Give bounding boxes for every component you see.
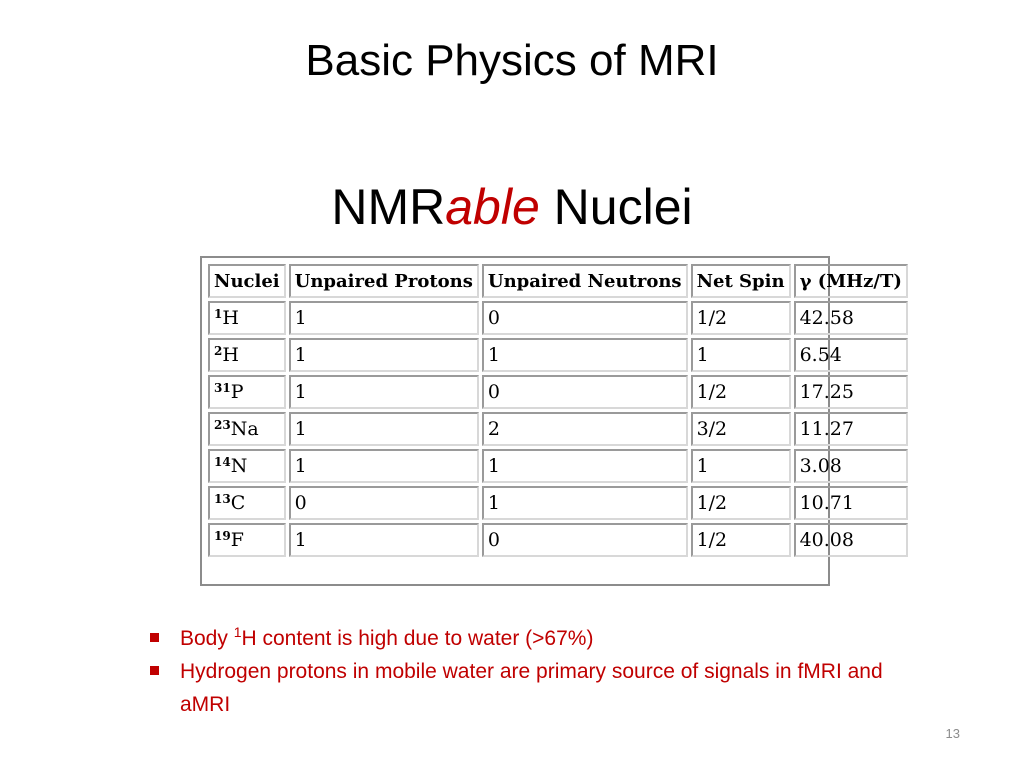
nuclide-mass-number: 1 <box>214 307 223 321</box>
cell-nuclide <box>208 486 286 520</box>
table-row <box>208 338 908 372</box>
cell-unpaired-neutrons: 1 <box>482 449 688 483</box>
slide-title: Basic Physics of MRI <box>305 36 719 85</box>
bullet-text-continued: H content is high due to water (>67%) <box>241 627 594 650</box>
cell-net-spin: 1 <box>691 449 791 483</box>
nuclide-symbol: C <box>230 492 246 514</box>
nuclei-table-frame <box>200 256 902 586</box>
subtitle-emphasis: able <box>445 179 540 235</box>
header-unpaired-neutrons: Unpaired Neutrons <box>482 264 688 298</box>
table-body <box>208 301 908 557</box>
cell-unpaired-protons: 1 <box>289 301 479 335</box>
nuclide-symbol: F <box>230 529 244 551</box>
cell-gamma: 17.25 <box>794 375 908 409</box>
slide-subtitle <box>0 178 1024 236</box>
cell-net-spin: 1/2 <box>691 523 791 557</box>
cell-gamma: 6.54 <box>794 338 908 372</box>
square-bullet-icon <box>150 666 159 675</box>
header-net-spin: Net Spin <box>691 264 791 298</box>
cell-nuclide <box>208 301 286 335</box>
cell-unpaired-protons: 1 <box>289 523 479 557</box>
page-number: 13 <box>945 726 960 741</box>
cell-unpaired-protons: 1 <box>289 375 479 409</box>
cell-unpaired-neutrons: 0 <box>482 375 688 409</box>
table-row <box>208 375 908 409</box>
bullet-list <box>148 622 938 721</box>
nuclide-symbol: N <box>230 455 248 477</box>
cell-net-spin: 1/2 <box>691 486 791 520</box>
nuclide-mass-number: 19 <box>214 529 231 543</box>
cell-unpaired-neutrons: 1 <box>482 486 688 520</box>
cell-gamma: 40.08 <box>794 523 908 557</box>
cell-net-spin: 1/2 <box>691 301 791 335</box>
square-bullet-icon <box>150 633 159 642</box>
nuclide-mass-number: 13 <box>214 492 231 506</box>
header-nuclei: Nuclei <box>208 264 286 298</box>
cell-nuclide <box>208 412 286 446</box>
cell-net-spin: 1 <box>691 338 791 372</box>
header-gamma: γ (MHz/T) <box>794 264 908 298</box>
table-row <box>208 486 908 520</box>
subtitle-prefix: NMR <box>331 179 446 235</box>
header-unpaired-protons: Unpaired Protons <box>289 264 479 298</box>
table-row <box>208 301 908 335</box>
bullet-item <box>148 622 938 655</box>
cell-nuclide <box>208 449 286 483</box>
subtitle-suffix: Nuclei <box>539 179 693 235</box>
table-header-row <box>208 264 908 298</box>
cell-nuclide <box>208 338 286 372</box>
cell-net-spin: 3/2 <box>691 412 791 446</box>
nuclide-symbol: H <box>222 344 239 366</box>
cell-unpaired-neutrons: 0 <box>482 301 688 335</box>
cell-nuclide <box>208 375 286 409</box>
nuclide-symbol: H <box>222 307 239 329</box>
cell-unpaired-protons: 1 <box>289 412 479 446</box>
nuclei-table <box>205 261 911 560</box>
bullet-text: Hydrogen protons in mobile water are primary source of signals in fMRI and aMRI <box>180 660 883 716</box>
cell-unpaired-protons: 0 <box>289 486 479 520</box>
cell-unpaired-protons: 1 <box>289 449 479 483</box>
bullet-superscript: 1 <box>233 624 242 640</box>
cell-unpaired-protons: 1 <box>289 338 479 372</box>
cell-net-spin: 1/2 <box>691 375 791 409</box>
cell-gamma: 3.08 <box>794 449 908 483</box>
nuclide-symbol: P <box>230 381 244 403</box>
nuclide-mass-number: 14 <box>214 455 231 469</box>
cell-unpaired-neutrons: 0 <box>482 523 688 557</box>
cell-unpaired-neutrons: 2 <box>482 412 688 446</box>
cell-nuclide <box>208 523 286 557</box>
nuclide-mass-number: 31 <box>214 381 231 395</box>
bullet-text: Body <box>180 627 234 650</box>
nuclide-mass-number: 2 <box>214 344 223 358</box>
bullet-item <box>148 655 938 721</box>
table-row <box>208 523 908 557</box>
table-row <box>208 412 908 446</box>
nuclide-symbol: Na <box>230 418 259 440</box>
table-row <box>208 449 908 483</box>
cell-gamma: 10.71 <box>794 486 908 520</box>
cell-gamma: 42.58 <box>794 301 908 335</box>
cell-gamma: 11.27 <box>794 412 908 446</box>
nuclide-mass-number: 23 <box>214 418 231 432</box>
cell-unpaired-neutrons: 1 <box>482 338 688 372</box>
